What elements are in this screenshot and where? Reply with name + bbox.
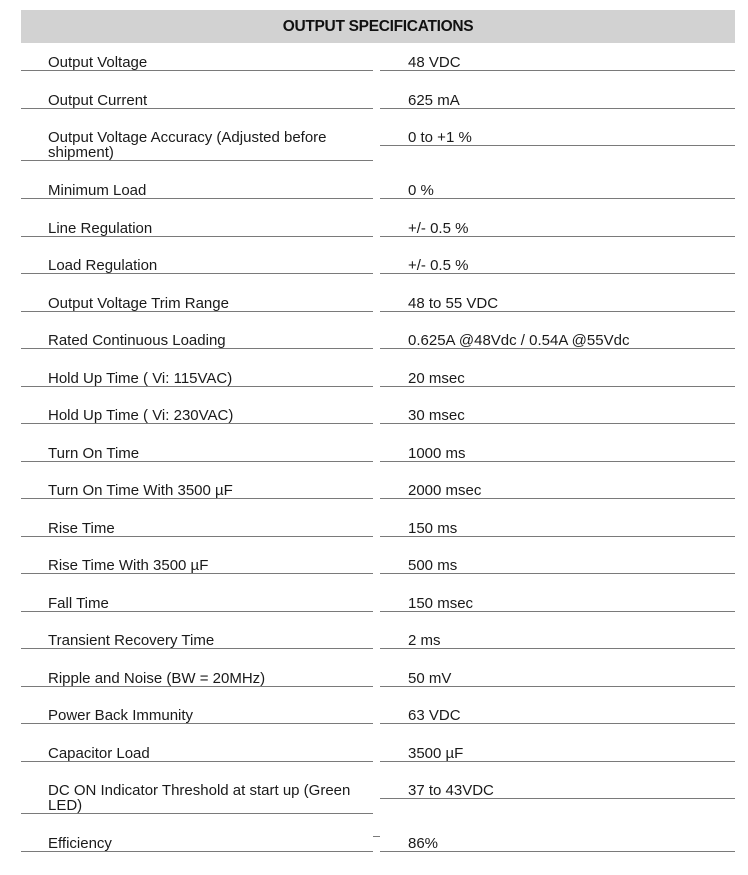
spec-label: Rated Continuous Loading <box>21 323 373 349</box>
spec-value: 0 % <box>380 173 735 199</box>
spec-label: DC ON Indicator Threshold at start up (Green LED) <box>21 773 373 814</box>
spec-label: Minimum Load <box>21 173 373 199</box>
spec-label: Efficiency <box>21 826 373 852</box>
table-row <box>21 623 735 661</box>
table-row <box>21 120 735 173</box>
spec-label: Ripple and Noise (BW = 20MHz) <box>21 661 373 687</box>
spec-label: Rise Time With 3500 µF <box>21 548 373 574</box>
table-row <box>21 661 735 699</box>
table-row <box>21 473 735 511</box>
spec-value: 50 mV <box>380 661 735 687</box>
table-row <box>21 83 735 121</box>
spec-value: 1000 ms <box>380 436 735 462</box>
spec-label: Hold Up Time ( Vi: 115VAC) <box>21 361 373 387</box>
table-row <box>21 398 735 436</box>
table-row <box>21 586 735 624</box>
table-row <box>21 323 735 361</box>
spec-label: Hold Up Time ( Vi: 230VAC) <box>21 398 373 424</box>
spec-label: Load Regulation <box>21 248 373 274</box>
spec-value: +/- 0.5 % <box>380 248 735 274</box>
table-row <box>21 736 735 774</box>
table-row <box>21 698 735 736</box>
spec-value: 2 ms <box>380 623 735 649</box>
spec-label: Power Back Immunity <box>21 698 373 724</box>
spec-value: 30 msec <box>380 398 735 424</box>
table-row <box>21 45 735 83</box>
table-row <box>21 436 735 474</box>
spec-value: 150 ms <box>380 511 735 537</box>
spec-value: 48 to 55 VDC <box>380 286 735 312</box>
spec-label: Rise Time <box>21 511 373 537</box>
spec-value: 150 msec <box>380 586 735 612</box>
spec-label: Output Voltage Trim Range <box>21 286 373 312</box>
spec-value: 3500 µF <box>380 736 735 762</box>
spec-value: 20 msec <box>380 361 735 387</box>
spec-value: 86% <box>380 826 735 852</box>
table-row <box>21 248 735 286</box>
spec-value: 2000 msec <box>380 473 735 499</box>
table-row <box>21 548 735 586</box>
output-specifications-table <box>21 10 735 864</box>
spec-value: 48 VDC <box>380 45 735 71</box>
spec-value: 63 VDC <box>380 698 735 724</box>
table-row <box>21 511 735 549</box>
spec-value: 625 mA <box>380 83 735 109</box>
spec-value: 500 ms <box>380 548 735 574</box>
spec-value: 0.625A @48Vdc / 0.54A @55Vdc <box>380 323 735 349</box>
table-row <box>21 826 735 864</box>
table-row <box>21 173 735 211</box>
spec-label: Turn On Time With 3500 µF <box>21 473 373 499</box>
spec-label: Output Voltage <box>21 45 373 71</box>
table-row <box>21 773 735 826</box>
spec-label: Fall Time <box>21 586 373 612</box>
spec-label: Output Voltage Accuracy (Adjusted before shipment) <box>21 120 373 161</box>
spec-label: Output Current <box>21 83 373 109</box>
spec-value: +/- 0.5 % <box>380 211 735 237</box>
spec-value: 0 to +1 % <box>380 120 735 146</box>
spec-label: Turn On Time <box>21 436 373 462</box>
spec-value: 37 to 43VDC <box>380 773 735 799</box>
spec-label: Capacitor Load <box>21 736 373 762</box>
table-row <box>21 286 735 324</box>
table-row <box>21 361 735 399</box>
table-row <box>21 211 735 249</box>
spec-label: Line Regulation <box>21 211 373 237</box>
spec-label: Transient Recovery Time <box>21 623 373 649</box>
table-title: OUTPUT SPECIFICATIONS <box>21 10 735 45</box>
